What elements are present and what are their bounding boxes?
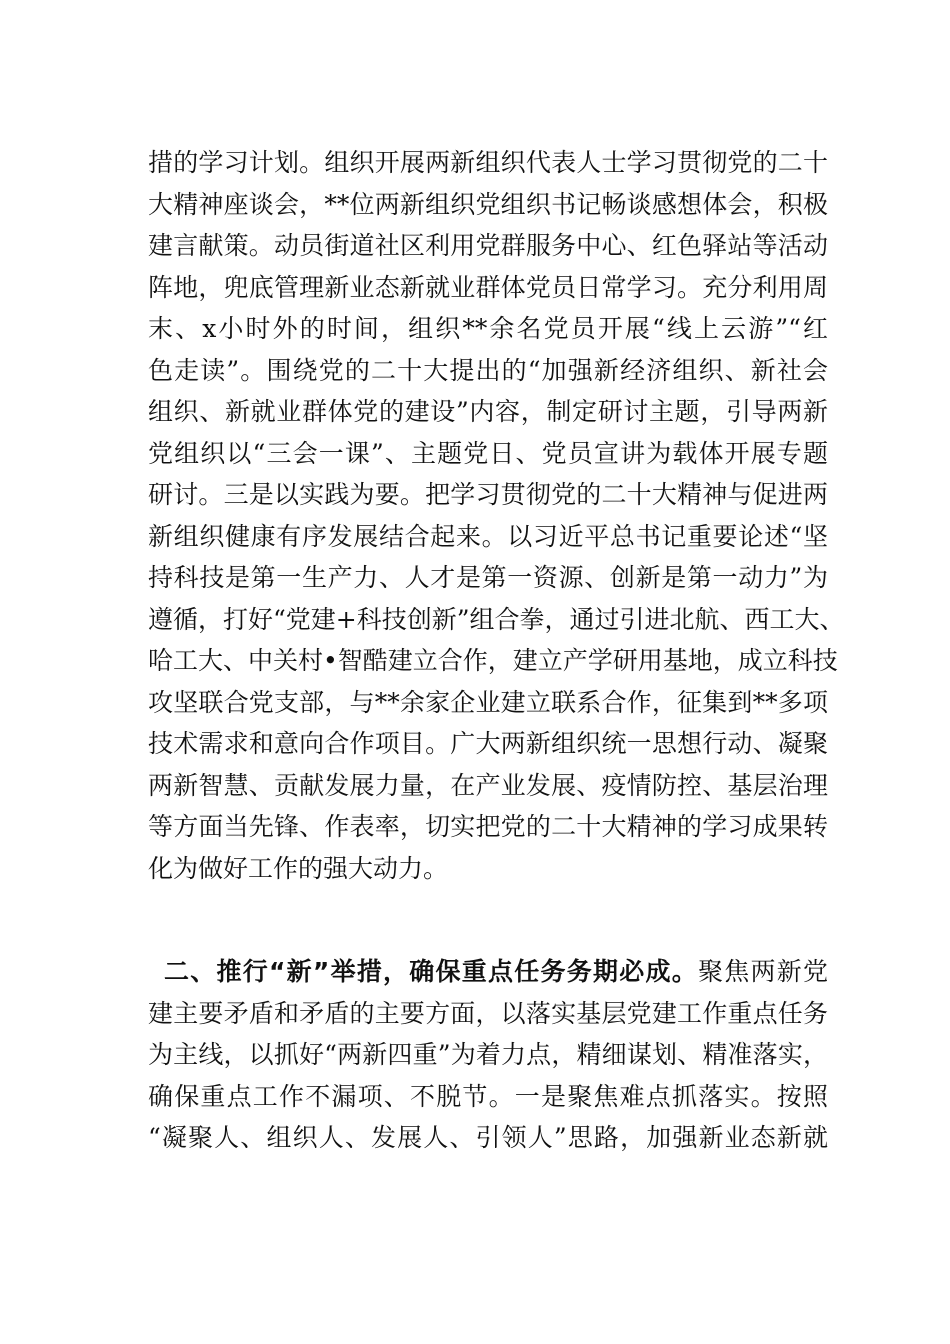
paragraph-line: 技术需求和意向合作项目。广大两新组织统一思想行动、凝聚 — [148, 729, 828, 758]
paragraph-line: 大精神座谈会，**位两新组织党组织书记畅谈感想体会，积极 — [148, 189, 828, 219]
paragraph-line: 哈工大、中关村•智酷建立合作，建立产学研用基地，成立科技 — [148, 646, 838, 675]
paragraph-line: 化为做好工作的强大动力。 — [148, 853, 449, 883]
paragraph-line: 遵循，打好“党建+科技创新”组合拳，通过引进北航、西工大、 — [148, 604, 845, 634]
paragraph-line: 为主线，以抓好“两新四重”为着力点，精细谋划、精准落实， — [148, 1040, 828, 1069]
body-paragraph-2 — [148, 951, 828, 1159]
paragraph-line: 建言献策。动员街道社区利用党群服务中心、红色驿站等活动 — [148, 231, 828, 260]
paragraph-line: 末、x小时外的时间，组织**余名党员开展“线上云游”“红 — [148, 314, 828, 343]
paragraph-line: “凝聚人、组织人、发展人、引领人”思路，加强新业态新就 — [148, 1123, 828, 1152]
paragraph-line: 等方面当先锋、作表率，切实把党的二十大精神的学习成果转 — [148, 812, 828, 841]
paragraph-line: 阵地，兜底管理新业态新就业群体党员日常学习。充分利用周 — [148, 272, 828, 302]
paragraph-line: 研讨。三是以实践为要。把学习贯彻党的二十大精神与促进两 — [148, 480, 828, 509]
paragraph-line: 组织、新就业群体党的建设”内容，制定研讨主题，引导两新 — [148, 397, 828, 426]
paragraph-line: 两新智慧、贡献发展力量，在产业发展、疫情防控、基层治理 — [148, 770, 828, 800]
paragraph-line: 党组织以“三会一课”、主题党日、党员宣讲为载体开展专题 — [148, 438, 828, 468]
paragraph-line: 色走读”。围绕党的二十大提出的“加强新经济组织、新社会 — [148, 355, 828, 385]
paragraph-line: 确保重点工作不漏项、不脱节。一是聚焦难点抓落实。按照 — [148, 1081, 828, 1111]
paragraph-line: 攻坚联合党支部，与**余家企业建立联系合作，征集到**多项 — [148, 687, 828, 717]
heading-continuation: 聚焦两新党 — [698, 957, 828, 986]
paragraph-line: 建主要矛盾和矛盾的主要方面，以落实基层党建工作重点任务 — [148, 998, 828, 1028]
paragraph-line: 新组织健康有序发展结合起来。以习近平总书记重要论述“坚 — [148, 521, 828, 551]
paragraph-line: 持科技是第一生产力、人才是第一资源、创新是第一动力”为 — [148, 563, 828, 592]
paragraph-first-line — [148, 951, 828, 993]
paragraph-line: 措的学习计划。组织开展两新组织代表人士学习贯彻党的二十 — [148, 148, 828, 177]
body-paragraph-1 — [148, 142, 845, 889]
section-heading: 二、推行“新”举措，确保重点任务务期必成。 — [164, 957, 698, 986]
